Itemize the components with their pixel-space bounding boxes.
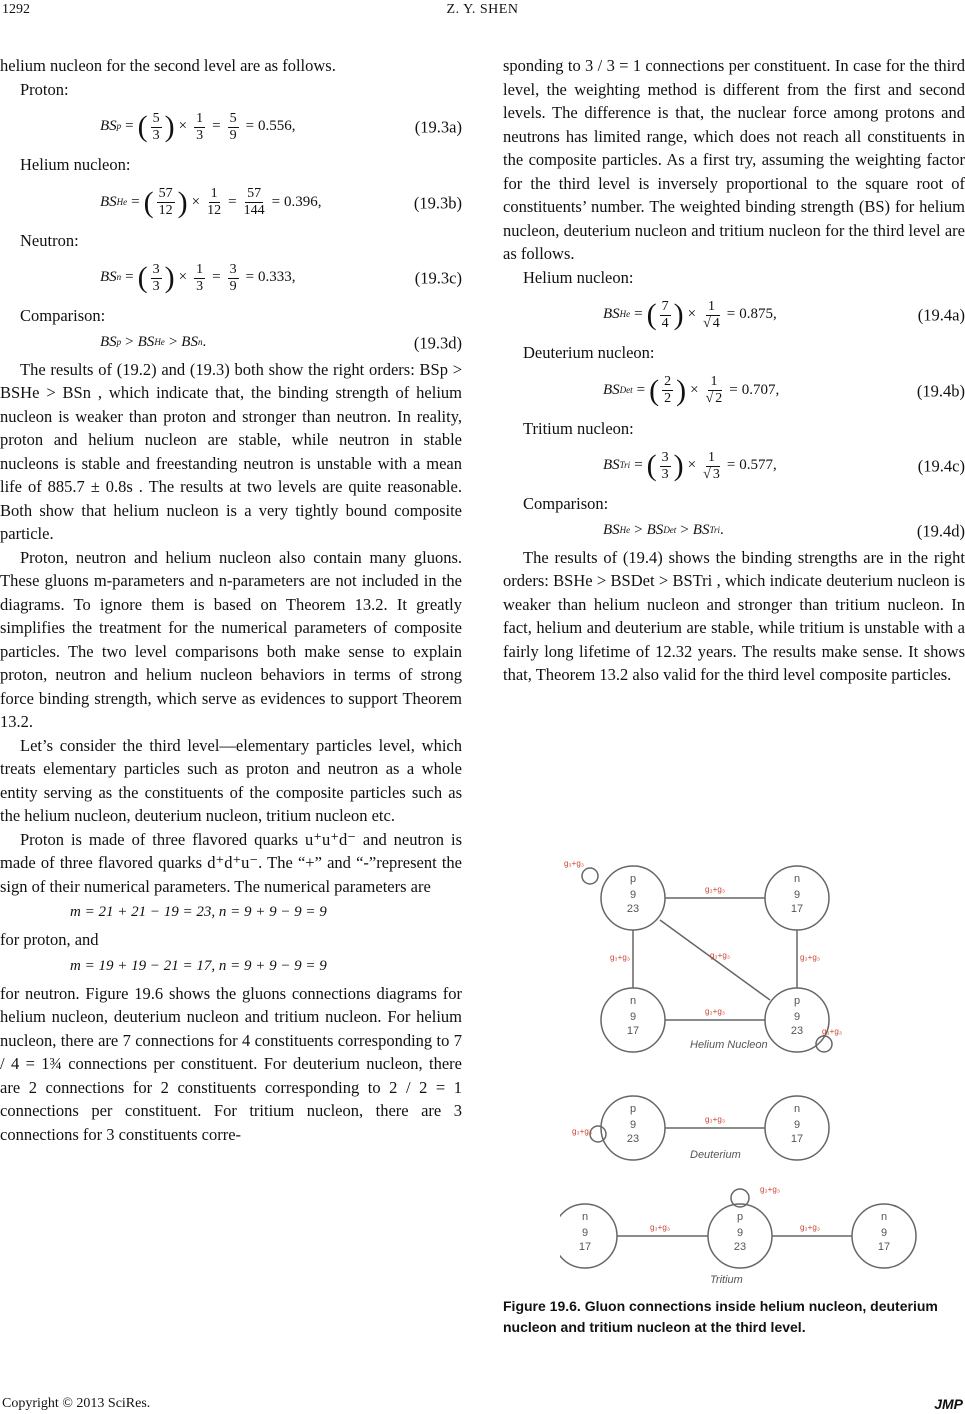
eq-value: 0.556	[258, 118, 292, 135]
page-header	[0, 2, 965, 22]
connection-line	[660, 920, 770, 1000]
paragraph: sponding to 3 / 3 = 1 connections per constituent. In case for the third level, the weighting method is different from the first and second levels. The difference is that, the nuclear force among protons and neutrons has limited range, which does not reach all constituents in the composite particles. As a first try, assuming the weighting factor for the third level is inversely proportional to the square root of constituents’ number. The weighted binding strength (BS) for helium nucleon, deuterium nucleon and tritium nucleon for the third level are as follows.	[503, 56, 965, 263]
equation-19-4d: BS He > BS Det > BS Tri . (19.4d)	[503, 516, 965, 546]
running-author: Z. Y. SHEN	[446, 2, 519, 17]
frac-num: 57	[158, 186, 173, 201]
neutron-node	[560, 1204, 617, 1268]
node-top: 9	[629, 1011, 637, 1023]
edge-label: g₃+g₃	[799, 953, 821, 962]
eq-text: m = 21 + 21 − 19 = 23, n = 9 + 9 − 9 = 9	[70, 904, 327, 921]
eq-text: m = 19 + 19 − 21 = 17, n = 9 + 9 − 9 = 9	[70, 957, 327, 974]
tritium-diagram-label: Tritium	[710, 1274, 743, 1286]
node-top: 9	[793, 889, 801, 901]
frac-num: 2	[664, 374, 672, 389]
eq-value: 0.875	[739, 306, 774, 323]
frac-num: 3	[229, 261, 237, 277]
helium-diagram-label: Helium Nucleon	[690, 1039, 768, 1051]
frac-den: 3	[196, 278, 204, 294]
self-loop-label: g₃+g₃	[571, 1127, 593, 1136]
neutron-label: Neutron:	[20, 230, 79, 250]
helium-label: Helium nucleon:	[523, 267, 634, 287]
node-letter: p	[736, 1211, 744, 1223]
edge-label: g₃+g₃	[649, 1223, 671, 1232]
eq-sub: He	[116, 196, 128, 207]
edge-label: g₃+g₃	[704, 1115, 726, 1124]
node-letter: n	[629, 995, 637, 1007]
frac-den: 12	[158, 203, 173, 218]
equation-number: (19.3a)	[414, 117, 462, 137]
node-letter: p	[629, 1103, 637, 1115]
edge-label: g₃+g₃	[799, 1223, 821, 1232]
radicand: 3	[712, 466, 720, 482]
node-top: 9	[880, 1227, 888, 1239]
frac-den: 4	[661, 315, 669, 331]
node-top: 9	[736, 1227, 744, 1239]
node-bottom: 17	[790, 903, 804, 915]
node-bottom: 17	[578, 1241, 592, 1253]
eq-sub: p	[116, 121, 122, 132]
equation-neutron-params	[0, 952, 462, 982]
comparison-label: Comparison:	[523, 494, 609, 513]
node-top: 9	[793, 1119, 801, 1131]
eq-lhs: BS	[603, 381, 620, 398]
copyright: Copyright © 2013 SciRes.	[2, 1396, 151, 1411]
node-letter: n	[581, 1211, 589, 1223]
edge-label: g₃+g₃	[704, 1007, 726, 1016]
frac-den: 9	[229, 278, 237, 294]
frac-num: 1	[196, 110, 204, 126]
frac-num: 5	[229, 110, 237, 126]
edge-label: g₃+g₃	[709, 951, 731, 960]
right-column	[503, 54, 965, 687]
journal-abbrev: JMP	[934, 1396, 963, 1412]
node-letter: n	[793, 1103, 801, 1115]
frac-den: 3	[152, 278, 160, 294]
equation-number: (19.3c)	[414, 268, 462, 288]
frac-num: 1	[210, 186, 218, 201]
paragraph: for neutron. Figure 19.6 shows the gluons connections diagrams for helium nucleon, deuterium nucleon and tritium nucleon. For helium nucleon, there are 7 connections for 4 constituents corresponding to 7 / 4 = 1¾ connections per constituent. For deuterium nucleon, there are 2 connections for 2 constituents corresponding to 2 / 2 = 1 connections per constituent. For tritium nucleon, there are 3 connections for 3 constituents corre-	[0, 983, 462, 1144]
frac-num: 3	[152, 261, 160, 277]
eq-lhs: BS	[100, 118, 117, 135]
node-top: 9	[581, 1227, 589, 1239]
left-column	[0, 54, 462, 1146]
tritium-label: Tritium nucleon:	[523, 418, 634, 438]
frac-num: 3	[661, 449, 669, 465]
node-letter: p	[629, 873, 637, 885]
node-bottom: 23	[790, 1025, 804, 1037]
equation-19-4a: BS He = ( $\frac{7}{4}$ ) × $\frac{1}{√ 4}$ = 0.875 , (19.4a)	[603, 298, 965, 331]
eq-lhs: BS	[603, 306, 620, 323]
eq-sub: Det	[619, 384, 633, 395]
paragraph: The results of (19.4) shows the binding strengths are in the right orders: BSHe > BSDet > BSTri , which indicate deuterium nucleon is weaker than helium nucleon and stronger than tritium nucleon. In fact, helium and deuterium are stable, while tritium is unstable with a fairly long lifetime of 12.32 years. The results make sense. It shows that, Theorem 13.2 also valid for the third level composite particles.	[503, 547, 965, 684]
equation-number: (19.3d)	[413, 332, 462, 352]
eq-lhs: BS	[603, 457, 620, 474]
frac-num: 1	[196, 261, 204, 277]
node-top: 9	[629, 889, 637, 901]
helium-label: Helium nucleon:	[20, 155, 131, 174]
frac-num: 57	[247, 186, 262, 201]
eq-value: 0.707	[741, 381, 776, 398]
comparison-label: Comparison:	[20, 306, 106, 325]
equation-19-3a: BS p = ( $\frac{5}{3}$ ) × $\frac{1}{3}$ = $\frac{5}{9}$ = 0.556 , (19.3a)	[100, 110, 462, 143]
equation-number: (19.4b)	[916, 380, 965, 400]
eq-lhs: BS	[100, 193, 117, 210]
eq-lhs: BS	[100, 269, 117, 286]
node-letter: n	[880, 1211, 888, 1223]
eq-value: 0.577	[739, 457, 774, 474]
frac-den: 3	[152, 127, 160, 143]
eq-sub: Tri	[619, 460, 631, 471]
eq-value: 0.396	[284, 193, 318, 210]
gluon-connections-figure	[560, 858, 960, 1288]
frac-den: 144	[243, 203, 265, 218]
node-bottom: 23	[626, 1133, 640, 1145]
radicand: 4	[712, 315, 720, 331]
paragraph: Proton, neutron and helium nucleon also contain many gluons. These gluons m-parameters and n-parameters are not included in the diagrams. To ignore them is based on Theorem 13.2. It greatly simplifies the treatment for the numerical parameters of composite particles. The two level comparisons both make sense to explain proton, neutron and helium nucleon behaviors in terms of strong force binding strength, which serve as evidences to support Theorem 13.2.	[0, 547, 462, 731]
frac-den: 2	[664, 391, 672, 406]
equation-19-3d: BS p > BS He > BS n . (19.3d)	[0, 328, 462, 358]
eq-value: 0.333	[258, 269, 292, 286]
equation-19-4c: BS Tri = ( $\frac{3}{3}$ ) × $\frac{1}{√ 3}$ = 0.577 , (19.4c)	[603, 449, 965, 482]
equation-number: (19.4d)	[916, 520, 965, 540]
equation-number: (19.4c)	[917, 456, 965, 476]
paragraph: Proton is made of three flavored quarks u⁺u⁺d⁻ and neutron is made of three flavored quarks d⁺d⁺u⁻. The “+” and “-”represent the sign of their numerical parameters. The numerical parameters are	[0, 829, 462, 896]
intro-text: helium nucleon for the second level are as follows.	[0, 56, 336, 75]
node-top: 9	[629, 1119, 637, 1131]
proton-label: Proton:	[20, 79, 69, 99]
for-proton-text: for proton, and	[0, 930, 99, 949]
node-bottom: 17	[626, 1025, 640, 1037]
frac-den: 12	[207, 203, 222, 218]
node-bottom: 23	[733, 1241, 747, 1253]
equation-19-3b: BS He = ( $\frac{57}{12}$ ) × $\frac{1}{12}$ = $\frac{57}{144}$ = 0.396 , (19.3b)	[100, 185, 462, 219]
equation-19-4b: BS Det = ( $\frac{2}{2}$ ) × $\frac{1}{√ 2}$ = 0.707 , (19.4b)	[603, 373, 965, 407]
self-loop-label: g₃+g₃	[563, 859, 585, 868]
deuterium-label: Deuterium nucleon:	[523, 343, 655, 362]
edge-label: g₃+g₃	[609, 953, 631, 962]
node-letter: n	[793, 873, 801, 885]
self-loop-label: g₃+g₃	[759, 1185, 781, 1194]
equation-number: (19.3b)	[413, 192, 462, 212]
node-bottom: 17	[790, 1133, 804, 1145]
frac-den: 3	[661, 466, 669, 482]
node-top: 9	[793, 1011, 801, 1023]
equation-number: (19.4a)	[917, 305, 965, 325]
equation-19-3c: BS n = ( $\frac{3}{3}$ ) × $\frac{1}{3}$ = $\frac{3}{9}$ = 0.333 , (19.3c)	[100, 261, 462, 294]
frac-num: 5	[152, 110, 160, 126]
frac-den: 9	[229, 127, 237, 143]
self-loop-label: g₃+g₃	[821, 1027, 843, 1036]
node-letter: p	[793, 995, 801, 1007]
eq-sub: n	[116, 272, 122, 283]
frac-den: 3	[196, 127, 204, 143]
paragraph: Let’s consider the third level—elementary particles level, which treats elementary particles such as proton and neutron as a whole entity serving as the constituents of the composite particles such as the helium nucleon, deuterium nucleon, tritium nucleon etc.	[0, 735, 462, 825]
deuterium-diagram-label: Deuterium	[690, 1149, 741, 1161]
frac-num: 7	[661, 298, 669, 314]
eq-sub: He	[619, 309, 631, 320]
node-bottom: 17	[877, 1241, 891, 1253]
node-bottom: 23	[626, 903, 640, 915]
figure-caption: Figure 19.6. Gluon connections inside helium nucleon, deuterium nucleon and tritium nucleon at the third level.	[503, 1298, 938, 1335]
paragraph: The results of (19.2) and (19.3) both show the right orders: BSp > BSHe > BSn , which indicate that, the binding strength of helium nucleon is weaker than proton and stronger than neutron. In reality, proton and helium nucleon are stable, while neutron in stable nucleons is stable and freestanding neutron is unstable with a mean life of 885.7 ± 0.8s . The results at two levels are quite reasonable. Both show that helium nucleon is a very tightly bound composite particle.	[0, 359, 462, 543]
self-loop	[590, 1126, 606, 1142]
radicand: 2	[715, 391, 723, 406]
equation-proton-params	[0, 898, 462, 928]
edge-label: g₃+g₃	[704, 885, 726, 894]
self-loop	[582, 868, 598, 884]
page-number: 1292	[2, 2, 30, 17]
